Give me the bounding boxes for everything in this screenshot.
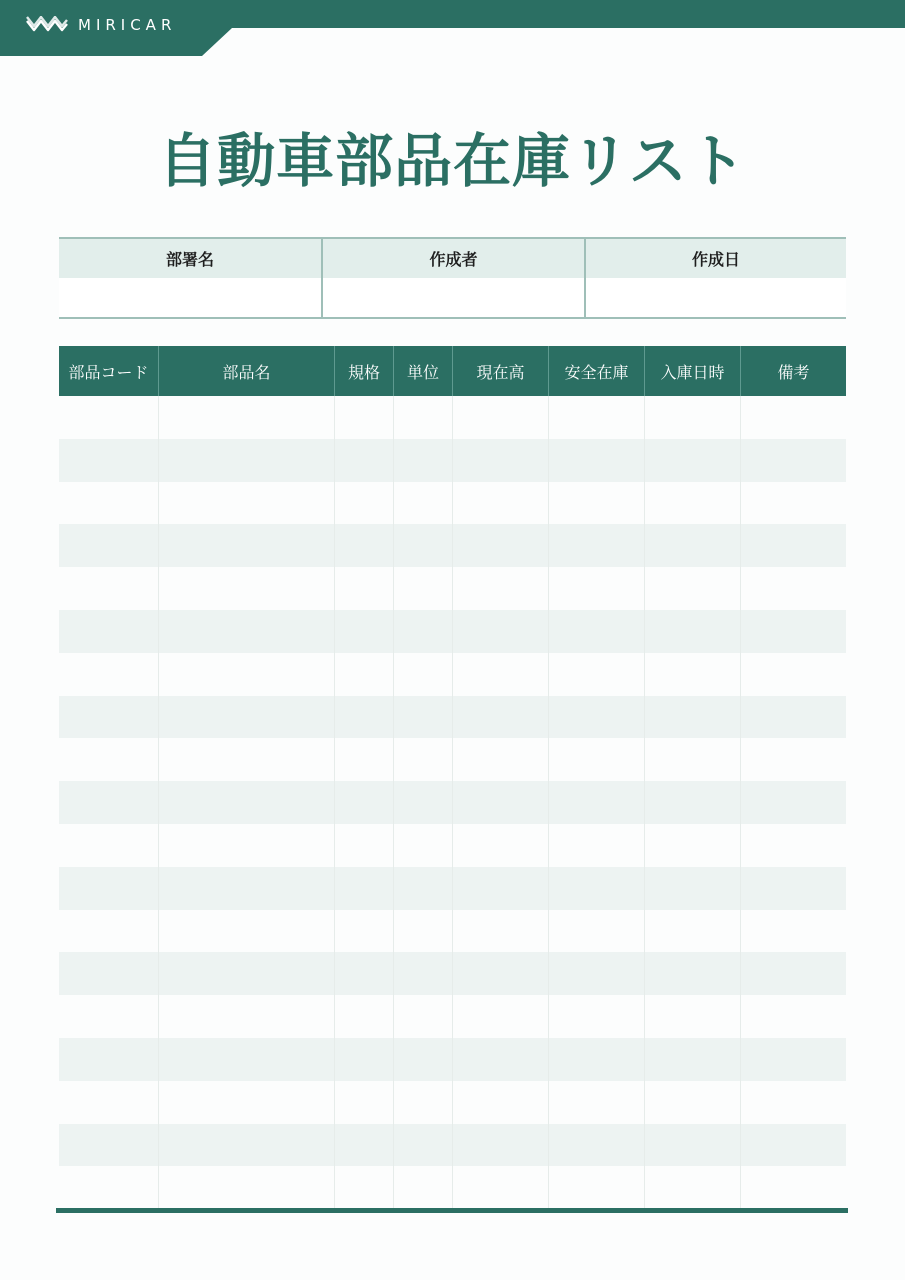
table-cell[interactable] bbox=[740, 824, 846, 867]
table-cell[interactable] bbox=[644, 995, 740, 1038]
table-cell[interactable] bbox=[59, 738, 158, 781]
info-header-author: 作成者 bbox=[323, 239, 584, 278]
table-row bbox=[59, 995, 846, 1038]
table-cell[interactable] bbox=[158, 696, 334, 739]
table-cell[interactable] bbox=[740, 567, 846, 610]
table-cell[interactable] bbox=[548, 824, 644, 867]
table-cell[interactable] bbox=[393, 439, 452, 482]
table-cell[interactable] bbox=[393, 738, 452, 781]
table-cell[interactable] bbox=[158, 910, 334, 953]
table-cell[interactable] bbox=[334, 995, 393, 1038]
table-cell[interactable] bbox=[452, 524, 548, 567]
table-cell[interactable] bbox=[59, 1166, 158, 1209]
table-row bbox=[59, 1081, 846, 1124]
table-row bbox=[59, 696, 846, 739]
table-cell[interactable] bbox=[59, 910, 158, 953]
table-cell[interactable] bbox=[644, 524, 740, 567]
table-cell[interactable] bbox=[452, 1166, 548, 1209]
table-row bbox=[59, 738, 846, 781]
table-cell[interactable] bbox=[644, 439, 740, 482]
table-cell[interactable] bbox=[158, 439, 334, 482]
table-cell[interactable] bbox=[644, 567, 740, 610]
table-cell[interactable] bbox=[334, 653, 393, 696]
table-row bbox=[59, 910, 846, 953]
table-cell[interactable] bbox=[334, 910, 393, 953]
table-cell[interactable] bbox=[548, 482, 644, 525]
brand-name: MIRICAR bbox=[78, 16, 177, 34]
table-cell[interactable] bbox=[644, 1166, 740, 1209]
table-cell[interactable] bbox=[740, 867, 846, 910]
col-header-unit: 単位 bbox=[393, 346, 452, 396]
table-row bbox=[59, 824, 846, 867]
table-cell[interactable] bbox=[548, 867, 644, 910]
col-header-spec: 規格 bbox=[334, 346, 393, 396]
table-cell[interactable] bbox=[59, 524, 158, 567]
double-wave-logo-icon bbox=[26, 16, 68, 34]
table-cell[interactable] bbox=[59, 653, 158, 696]
table-cell[interactable] bbox=[452, 824, 548, 867]
inventory-table-body bbox=[59, 396, 846, 1209]
table-cell[interactable] bbox=[740, 1081, 846, 1124]
table-cell[interactable] bbox=[548, 653, 644, 696]
table-cell[interactable] bbox=[644, 952, 740, 995]
table-cell[interactable] bbox=[334, 482, 393, 525]
table-cell[interactable] bbox=[334, 1081, 393, 1124]
table-cell[interactable] bbox=[59, 610, 158, 653]
table-cell[interactable] bbox=[452, 439, 548, 482]
col-header-receipt-datetime: 入庫日時 bbox=[644, 346, 740, 396]
table-cell[interactable] bbox=[393, 1166, 452, 1209]
table-cell[interactable] bbox=[158, 482, 334, 525]
col-header-remarks: 備考 bbox=[740, 346, 846, 396]
table-cell[interactable] bbox=[644, 781, 740, 824]
table-cell[interactable] bbox=[393, 1038, 452, 1081]
table-cell[interactable] bbox=[452, 482, 548, 525]
table-cell[interactable] bbox=[452, 610, 548, 653]
table-cell[interactable] bbox=[158, 781, 334, 824]
page-title: 自動車部品在庫リスト bbox=[158, 127, 747, 195]
table-cell[interactable] bbox=[452, 396, 548, 439]
table-cell[interactable] bbox=[644, 610, 740, 653]
col-header-safety-stock: 安全在庫 bbox=[548, 346, 644, 396]
table-cell[interactable] bbox=[740, 653, 846, 696]
table-cell[interactable] bbox=[158, 653, 334, 696]
table-cell[interactable] bbox=[548, 1124, 644, 1167]
table-cell[interactable] bbox=[452, 995, 548, 1038]
table-cell[interactable] bbox=[334, 1124, 393, 1167]
table-cell[interactable] bbox=[59, 952, 158, 995]
table-cell[interactable] bbox=[452, 653, 548, 696]
table-cell[interactable] bbox=[393, 610, 452, 653]
table-cell[interactable] bbox=[59, 1081, 158, 1124]
table-cell[interactable] bbox=[158, 1124, 334, 1167]
table-cell[interactable] bbox=[644, 910, 740, 953]
table-cell[interactable] bbox=[548, 1038, 644, 1081]
table-cell[interactable] bbox=[334, 867, 393, 910]
table-cell[interactable] bbox=[393, 567, 452, 610]
table-cell[interactable] bbox=[59, 781, 158, 824]
table-cell[interactable] bbox=[548, 610, 644, 653]
table-cell[interactable] bbox=[334, 396, 393, 439]
table-cell[interactable] bbox=[548, 696, 644, 739]
table-cell[interactable] bbox=[644, 824, 740, 867]
table-cell[interactable] bbox=[59, 482, 158, 525]
table-cell[interactable] bbox=[452, 1081, 548, 1124]
table-cell[interactable] bbox=[548, 952, 644, 995]
bottom-rule bbox=[56, 1208, 848, 1213]
table-cell[interactable] bbox=[548, 910, 644, 953]
table-cell[interactable] bbox=[59, 396, 158, 439]
table-cell[interactable] bbox=[59, 567, 158, 610]
table-cell[interactable] bbox=[393, 824, 452, 867]
table-cell[interactable] bbox=[548, 396, 644, 439]
table-cell[interactable] bbox=[393, 696, 452, 739]
table-cell[interactable] bbox=[158, 524, 334, 567]
table-cell[interactable] bbox=[548, 1166, 644, 1209]
col-header-current-stock: 現在高 bbox=[452, 346, 548, 396]
table-cell[interactable] bbox=[740, 396, 846, 439]
table-cell[interactable] bbox=[644, 653, 740, 696]
table-cell[interactable] bbox=[393, 1124, 452, 1167]
table-cell[interactable] bbox=[393, 524, 452, 567]
table-cell[interactable] bbox=[452, 952, 548, 995]
table-cell[interactable] bbox=[740, 439, 846, 482]
col-header-part-code: 部品コード bbox=[68, 362, 149, 382]
table-row bbox=[59, 567, 846, 610]
table-row bbox=[59, 524, 846, 567]
table-cell[interactable] bbox=[393, 653, 452, 696]
table-cell[interactable] bbox=[158, 396, 334, 439]
table-cell[interactable] bbox=[740, 995, 846, 1038]
table-cell[interactable] bbox=[334, 1166, 393, 1209]
table-row bbox=[59, 396, 846, 439]
table-row bbox=[59, 439, 846, 482]
table-cell[interactable] bbox=[644, 396, 740, 439]
info-column-department bbox=[59, 239, 321, 317]
table-cell[interactable] bbox=[393, 396, 452, 439]
table-cell[interactable] bbox=[452, 781, 548, 824]
table-cell[interactable] bbox=[644, 867, 740, 910]
col-header-part-name: 部品名 bbox=[158, 346, 334, 396]
table-cell[interactable] bbox=[393, 995, 452, 1038]
table-cell[interactable] bbox=[548, 439, 644, 482]
table-cell[interactable] bbox=[59, 1038, 158, 1081]
table-cell[interactable] bbox=[158, 1166, 334, 1209]
table-cell[interactable] bbox=[334, 524, 393, 567]
table-cell[interactable] bbox=[334, 610, 393, 653]
table-cell[interactable] bbox=[740, 1124, 846, 1167]
author-field[interactable] bbox=[323, 278, 584, 317]
table-cell[interactable] bbox=[644, 482, 740, 525]
table-row bbox=[59, 952, 846, 995]
table-cell[interactable] bbox=[740, 524, 846, 567]
table-cell[interactable] bbox=[452, 867, 548, 910]
table-cell[interactable] bbox=[548, 1081, 644, 1124]
table-row bbox=[59, 867, 846, 910]
table-row bbox=[59, 653, 846, 696]
table-cell[interactable] bbox=[59, 824, 158, 867]
table-cell[interactable] bbox=[393, 867, 452, 910]
table-row bbox=[59, 1038, 846, 1081]
brand-logo bbox=[26, 16, 176, 34]
table-cell[interactable] bbox=[644, 696, 740, 739]
table-cell[interactable] bbox=[334, 781, 393, 824]
table-cell[interactable] bbox=[740, 482, 846, 525]
table-cell[interactable] bbox=[158, 1081, 334, 1124]
table-cell[interactable] bbox=[452, 696, 548, 739]
table-cell[interactable] bbox=[644, 738, 740, 781]
table-cell[interactable] bbox=[740, 781, 846, 824]
date-field[interactable] bbox=[586, 278, 846, 317]
table-cell[interactable] bbox=[334, 439, 393, 482]
table-cell[interactable] bbox=[393, 781, 452, 824]
table-cell[interactable] bbox=[548, 781, 644, 824]
table-cell[interactable] bbox=[393, 482, 452, 525]
table-cell[interactable] bbox=[393, 910, 452, 953]
table-cell[interactable] bbox=[644, 1038, 740, 1081]
table-row bbox=[59, 1124, 846, 1167]
table-cell[interactable] bbox=[548, 567, 644, 610]
table-cell[interactable] bbox=[740, 610, 846, 653]
table-row bbox=[59, 610, 846, 653]
info-table bbox=[59, 237, 846, 319]
table-cell[interactable] bbox=[334, 1038, 393, 1081]
table-cell[interactable] bbox=[158, 567, 334, 610]
table-cell[interactable] bbox=[334, 738, 393, 781]
table-cell[interactable] bbox=[548, 738, 644, 781]
table-cell[interactable] bbox=[740, 1038, 846, 1081]
table-cell[interactable] bbox=[158, 738, 334, 781]
table-cell[interactable] bbox=[158, 952, 334, 995]
inventory-table-header bbox=[59, 346, 846, 396]
table-cell[interactable] bbox=[452, 1124, 548, 1167]
info-column-author bbox=[321, 239, 584, 317]
department-field[interactable] bbox=[59, 278, 321, 317]
table-cell[interactable] bbox=[334, 696, 393, 739]
table-cell[interactable] bbox=[740, 738, 846, 781]
info-header-department: 部署名 bbox=[59, 239, 321, 278]
table-cell[interactable] bbox=[644, 1124, 740, 1167]
table-cell[interactable] bbox=[59, 1124, 158, 1167]
table-cell[interactable] bbox=[158, 995, 334, 1038]
table-row bbox=[59, 1166, 846, 1209]
table-cell[interactable] bbox=[740, 696, 846, 739]
table-cell[interactable] bbox=[548, 995, 644, 1038]
table-cell[interactable] bbox=[548, 524, 644, 567]
table-cell[interactable] bbox=[452, 567, 548, 610]
table-cell[interactable] bbox=[158, 867, 334, 910]
table-cell[interactable] bbox=[740, 910, 846, 953]
table-cell[interactable] bbox=[158, 610, 334, 653]
info-header-date: 作成日 bbox=[586, 239, 846, 278]
table-cell[interactable] bbox=[393, 952, 452, 995]
table-cell[interactable] bbox=[393, 1081, 452, 1124]
table-cell[interactable] bbox=[334, 952, 393, 995]
table-cell[interactable] bbox=[59, 867, 158, 910]
table-cell[interactable] bbox=[334, 824, 393, 867]
table-cell[interactable] bbox=[59, 439, 158, 482]
table-cell[interactable] bbox=[740, 952, 846, 995]
table-cell[interactable] bbox=[59, 995, 158, 1038]
table-row bbox=[59, 781, 846, 824]
table-cell[interactable] bbox=[452, 1038, 548, 1081]
table-cell[interactable] bbox=[158, 824, 334, 867]
table-row bbox=[59, 482, 846, 525]
table-cell[interactable] bbox=[452, 738, 548, 781]
table-cell[interactable] bbox=[59, 696, 158, 739]
table-cell[interactable] bbox=[158, 1038, 334, 1081]
info-column-date bbox=[584, 239, 846, 317]
table-cell[interactable] bbox=[740, 1166, 846, 1209]
table-cell[interactable] bbox=[452, 910, 548, 953]
inventory-table bbox=[59, 346, 846, 1209]
table-cell[interactable] bbox=[644, 1081, 740, 1124]
table-cell[interactable] bbox=[334, 567, 393, 610]
